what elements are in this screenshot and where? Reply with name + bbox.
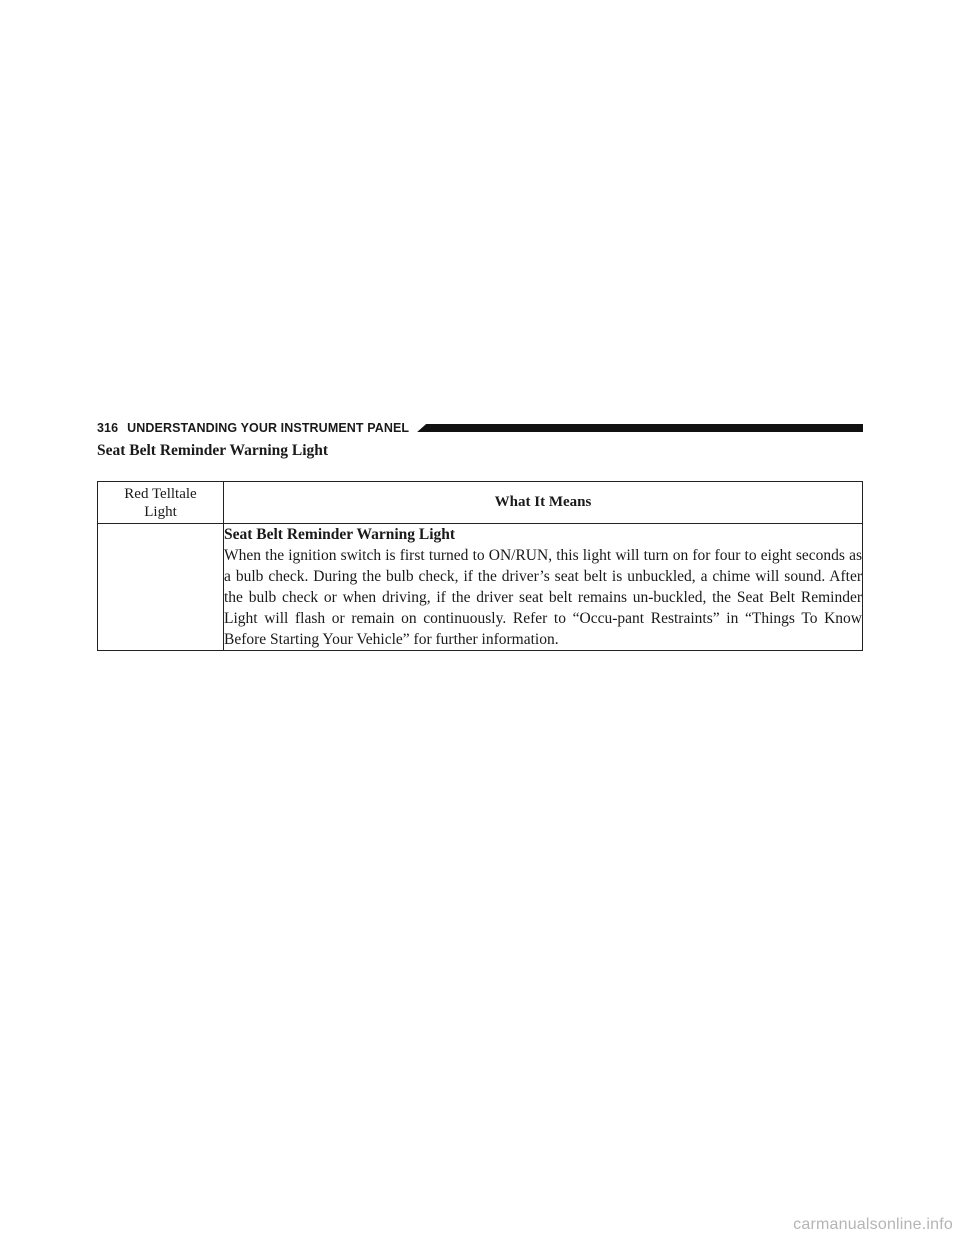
description-cell (224, 524, 863, 651)
page-number: 316 (97, 421, 119, 435)
page-heading: Seat Belt Reminder Warning Light (97, 442, 329, 459)
column-header-line2: Light (144, 503, 177, 520)
column-header-red-telltale (98, 482, 224, 524)
column-header-what-it-means: What It Means (224, 482, 863, 524)
description-title: Seat Belt Reminder Warning Light (224, 526, 456, 543)
telltale-table (97, 481, 863, 651)
telltale-icon-cell (98, 524, 224, 651)
description-body: When the ignition switch is first turned to ON/RUN, this light will turn on for four to eight seconds as a bulb check. During the bulb check, if the driver’s seat belt is unbuckled, a chime will sound. After the bulb check or when driving, if the driver seat belt remains un-buckled, the Seat Belt Reminder Light will flash or remain on continuously. Refer to “Occu-pant Restraints” in “Things To Know Before Starting Your Vehicle” for further information. (224, 547, 862, 648)
column-header-line1: Red Telltale (124, 485, 197, 502)
section-title: UNDERSTANDING YOUR INSTRUMENT PANEL (127, 421, 410, 435)
page-header (97, 418, 863, 438)
watermark-text: carmanualsonline.info (793, 1216, 953, 1233)
table-row (98, 524, 863, 651)
table-header-row (98, 482, 863, 524)
header-rule (417, 424, 863, 432)
